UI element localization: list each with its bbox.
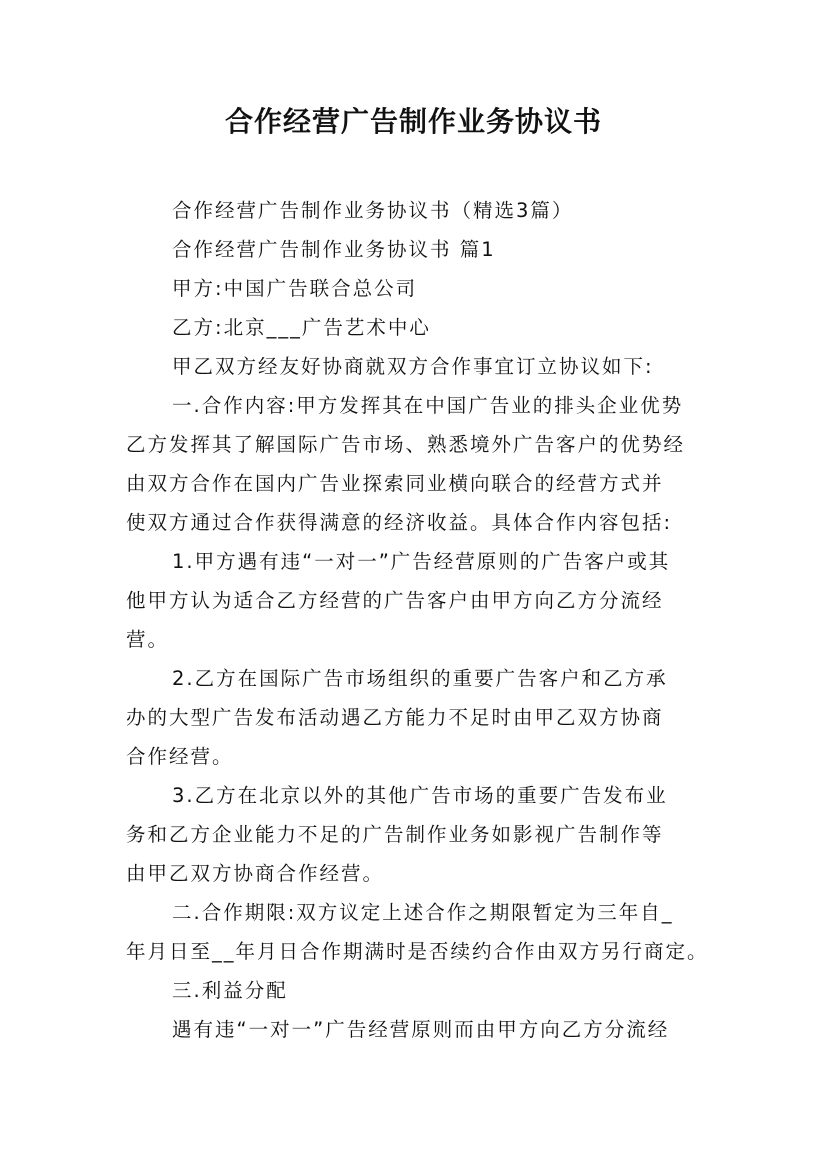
paragraph-line: 年月日至__年月日合作期满时是否续约合作由双方另行商定。 xyxy=(126,940,709,963)
paragraph-line: 他甲方认为适合乙方经营的广告客户由甲方向乙方分流经 xyxy=(126,589,664,612)
paragraph-line: 营。 xyxy=(126,628,170,651)
paragraph-line: 遇有违“一对一”广告经营原则而由甲方向乙方分流经 xyxy=(172,1018,670,1041)
paragraph-line: 使双方通过合作获得满意的经济收益。具体合作内容包括: xyxy=(126,511,673,534)
paragraph-line: 由双方合作在国内广告业探索同业横向联合的经营方式并 xyxy=(126,472,664,495)
paragraph-line: 办的大型广告发布活动遇乙方能力不足时由甲乙双方协商 xyxy=(126,706,664,729)
section-heading-line: 三.利益分配 xyxy=(172,979,288,1002)
section-heading-line: 合作经营广告制作业务协议书 篇1 xyxy=(172,238,496,261)
paragraph-line: 一.合作内容:甲方发挥其在中国广告业的排头企业优势 xyxy=(172,394,684,417)
paragraph-line: 甲乙双方经友好协商就双方合作事宜订立协议如下: xyxy=(172,355,654,378)
document-title: 合作经营广告制作业务协议书 xyxy=(224,105,602,138)
paragraph-line: 务和乙方企业能力不足的广告制作业务如影视广告制作等 xyxy=(126,823,664,846)
paragraph-line: 二.合作期限:双方议定上述合作之期限暂定为三年自_ xyxy=(172,901,674,924)
paragraph-line: 1.甲方遇有违“一对一”广告经营原则的广告客户或其 xyxy=(172,550,671,573)
subtitle-line: 合作经营广告制作业务协议书（精选3篇） xyxy=(172,199,574,222)
paragraph-line: 3.乙方在北京以外的其他广告市场的重要广告发布业 xyxy=(172,784,668,807)
paragraph-line: 合作经营。 xyxy=(126,745,234,768)
paragraph-line: 2.乙方在国际广告市场组织的重要广告客户和乙方承 xyxy=(172,667,668,690)
party-a-line: 甲方:中国广告联合总公司 xyxy=(172,277,418,300)
party-b-line: 乙方:北京___广告艺术中心 xyxy=(172,316,431,339)
paragraph-line: 由甲乙双方协商合作经营。 xyxy=(126,862,385,885)
paragraph-line: 乙方发挥其了解国际广告市场、熟悉境外广告客户的优势经 xyxy=(126,433,686,456)
